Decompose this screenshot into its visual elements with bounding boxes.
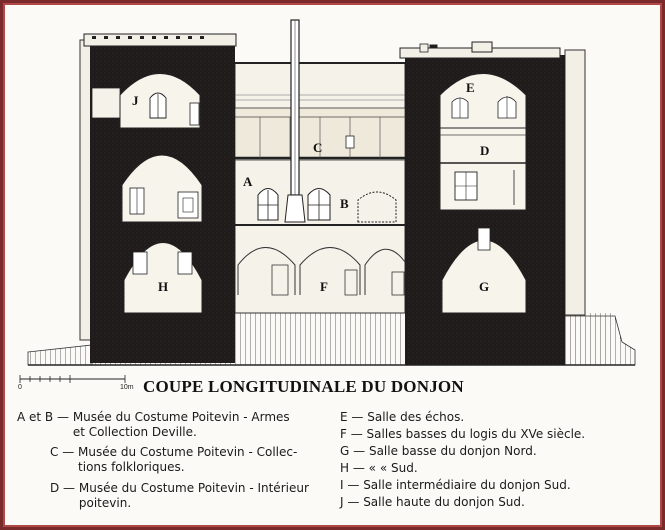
legend-key: D — [50,481,76,495]
central-logis [235,63,405,313]
room-letter-g: G [479,279,490,294]
legend-key: I — [340,478,360,492]
room-letter-j: J [132,93,139,108]
legend-text-line: « « Sud. [368,461,418,475]
legend-item-a-b [17,410,290,440]
legend-key: A et B — [17,410,69,424]
room-letter-a: A [243,174,253,189]
scale-start-label: 0 [18,384,22,391]
north-keep [400,42,565,365]
legend-text-line: Musée du Costume Poitevin - Intérieur [78,481,309,495]
legend-key: H — [340,461,365,475]
legend-key: E — [340,410,364,424]
legend-item-j [340,495,525,510]
legend-text-line: Salle des échos. [367,410,465,424]
legend-key: G — [340,444,366,458]
legend-item-f [340,427,585,442]
legend-text-line: et Collection Deville. [72,425,197,439]
legend-text-line: poitevin. [78,496,132,510]
right-outer-wall [565,50,585,315]
legend-text-line: tions folkloriques. [78,460,185,474]
room-letter-d: D [480,143,490,158]
legend-text-line: Musée du Costume Poitevin - Collec- [78,445,298,459]
legend-item-g [340,444,537,459]
room-letter-e: E [466,80,475,95]
room-letter-f: F [320,279,328,294]
legend-text-line: Musée du Costume Poitevin - Armes [72,410,290,424]
legend-key: J — [340,495,360,509]
legend-item-h [340,461,418,476]
legend-key: F — [340,427,363,441]
scale-bar [20,375,125,383]
legend-item-d [50,481,309,511]
room-letter-b: B [340,196,349,211]
legend-text-line: Salles basses du logis du XVe siècle. [366,427,586,441]
drawing-title: COUPE LONGITUDINALE DU DONJON [143,377,464,396]
room-letter-c: C [313,140,323,155]
legend-text-line: Salle intermédiaire du donjon Sud. [363,478,571,492]
legend-text-line: Salle basse du donjon Nord. [368,444,537,458]
scale-end-label: 10m [120,384,134,391]
legend-item-i [340,478,571,493]
south-keep [84,34,236,363]
legend-text-line: Salle haute du donjon Sud. [363,495,525,509]
room-letter-h: H [158,279,169,294]
legend-key: C — [50,445,75,459]
legend-item-c [50,445,297,475]
legend-item-e [340,410,464,425]
